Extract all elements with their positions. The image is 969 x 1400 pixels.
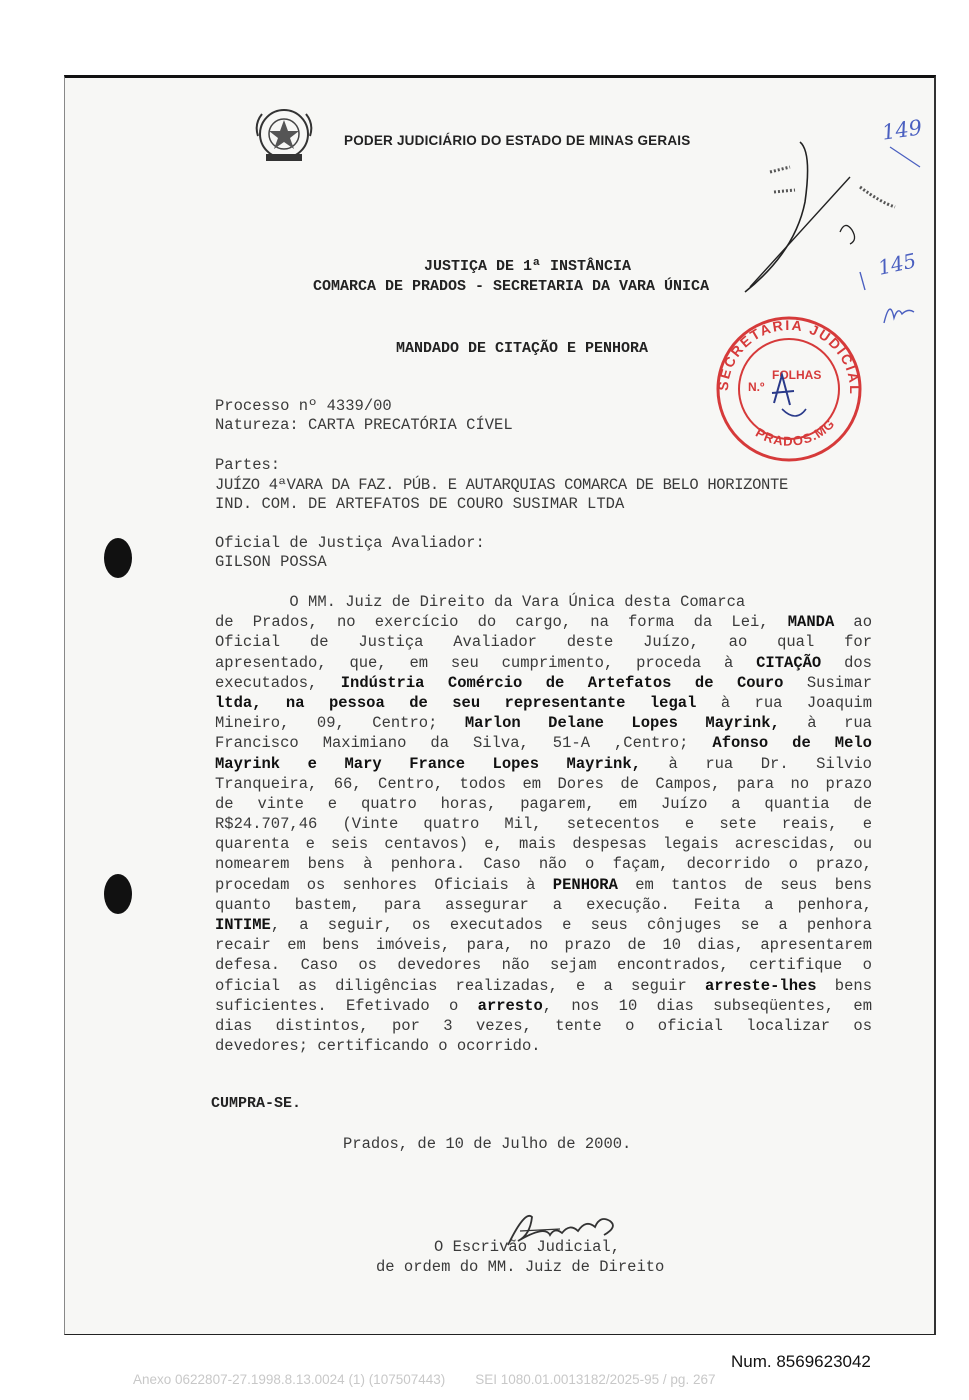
body-segment: Oficial de Justiça Avaliador deste Juízo, ao qual for bbox=[215, 633, 872, 652]
body-segment: dias distintos, por 3 vezes, tente o oficial localizar os bbox=[215, 1016, 872, 1035]
body-segment: Indústria Comércio de Artefatos de Couro bbox=[340, 673, 784, 692]
punch-hole-bottom bbox=[104, 874, 132, 914]
body-segment: recair em bens imóveis, para, no prazo de 10 dias, apresentarem bbox=[215, 936, 872, 955]
party-2: IND. COM. DE ARTEFATOS DE COURO SUSIMAR LTDA bbox=[215, 495, 625, 513]
mandado-body bbox=[215, 592, 872, 1056]
body-segment: O MM. Juiz de Direito da Vara Única desta Comarca bbox=[215, 593, 746, 611]
body-line bbox=[215, 955, 872, 975]
body-segment: Tranqueira, 66, Centro, todos em Dores de Campos, para no prazo bbox=[215, 774, 872, 793]
body-segment: de vinte e quatro horas, pagarem, em Juízo a quantia de bbox=[215, 794, 872, 813]
body-line bbox=[215, 854, 872, 874]
process-nature: Natureza: CARTA PRECATÓRIA CÍVEL bbox=[215, 416, 513, 434]
body-line bbox=[215, 976, 872, 996]
body-segment: apresentado, que, em seu cumprimento, proceda à bbox=[215, 653, 757, 672]
punch-hole-top bbox=[104, 538, 132, 578]
body-line bbox=[215, 996, 872, 1016]
body-line bbox=[215, 693, 872, 713]
body-segment: à rua Joaquim bbox=[696, 693, 872, 712]
body-segment: Mayrink e Mary France Lopes Mayrink, bbox=[215, 754, 641, 773]
body-segment: quanto bastem, para assegurar a execução. Feita a penhora, bbox=[215, 895, 872, 914]
body-segment: , a seguir, os executados e seus cônjuges se a penhora bbox=[270, 916, 872, 934]
signature-title: O Escrivão Judicial, bbox=[434, 1238, 621, 1256]
body-segment: dos bbox=[821, 653, 872, 672]
body-line bbox=[215, 1016, 872, 1036]
instance-line: JUSTIÇA DE 1ª INSTÂNCIA bbox=[424, 258, 632, 275]
body-segment: INTIME bbox=[215, 916, 271, 934]
body-line bbox=[215, 673, 872, 693]
body-line bbox=[215, 915, 872, 935]
body-segment: à rua bbox=[779, 714, 872, 733]
blue-initial-mark bbox=[880, 288, 920, 328]
officer-name: GILSON POSSA bbox=[215, 553, 327, 571]
body-segment: suficientes. Efetivado o bbox=[215, 996, 478, 1015]
body-segment: arresto bbox=[477, 996, 543, 1015]
body-segment: PENHORA bbox=[552, 875, 618, 894]
stamp-folhas: FOLHAS bbox=[772, 368, 822, 382]
document-number: Num. 8569623042 bbox=[731, 1352, 871, 1371]
body-segment: à rua Dr. Silvio bbox=[640, 754, 872, 773]
body-segment: executados, bbox=[215, 673, 341, 692]
body-segment: bens bbox=[816, 976, 872, 995]
cumpra-se: CUMPRA-SE. bbox=[211, 1095, 302, 1112]
body-segment: defesa. Caso os devedores não sejam encontrados, certifique o bbox=[215, 956, 872, 975]
body-segment: , nos 10 dias subseqüentes, em bbox=[542, 996, 873, 1015]
parties-label: Partes: bbox=[215, 456, 281, 474]
body-line bbox=[215, 754, 872, 774]
stamp-bottom-text: PRADOS.MG bbox=[753, 415, 838, 449]
process-number: Processo nº 4339/00 bbox=[215, 397, 392, 415]
handwritten-number-149: 149 bbox=[880, 115, 924, 145]
secretaria-stamp bbox=[708, 313, 870, 463]
body-segment: R$24.707,46 (Vinte quatro Mil, setecentos e sete reais, e bbox=[215, 815, 872, 834]
handwritten-number-145: 145 bbox=[875, 248, 919, 280]
body-segment: Francisco Maximiano da Silva, 51-A ,Centro; bbox=[215, 734, 713, 753]
stamp-top-text: SECRETARIA JUDICIAL bbox=[714, 316, 864, 396]
body-segment: MANDA bbox=[787, 613, 835, 632]
body-line bbox=[215, 794, 872, 814]
svg-text:PRADOS.MG bbox=[753, 416, 838, 449]
body-line bbox=[215, 875, 872, 895]
court-name: PODER JUDICIÁRIO DO ESTADO DE MINAS GERAIS bbox=[344, 133, 691, 148]
escrivao-signature bbox=[500, 1205, 630, 1255]
svg-text:SECRETARIA JUDICIAL bbox=[715, 317, 863, 396]
body-line bbox=[215, 612, 872, 632]
stamp-number-label: N.º bbox=[748, 380, 765, 394]
body-line bbox=[215, 935, 872, 955]
body-segment: arreste-lhes bbox=[704, 976, 817, 995]
body-line bbox=[215, 653, 872, 673]
officer-label: Oficial de Justiça Avaliador: bbox=[215, 534, 485, 552]
footer-reference: Anexo 0622807-27.1998.8.13.0024 (1) (107507443) SEI 1080.01.0013182/2025-95 / pg. 267 bbox=[133, 1372, 716, 1387]
signature-subtitle: de ordem do MM. Juiz de Direito bbox=[376, 1258, 665, 1276]
body-segment: ao bbox=[834, 613, 872, 632]
party-1: JUÍZO 4ªVARA DA FAZ. PÚB. E AUTARQUIAS COMARCA DE BELO HORIZONTE bbox=[215, 476, 788, 494]
body-segment: nomearem bens à penhora. Caso não o façam, decorrido o prazo, bbox=[215, 855, 872, 874]
body-segment: oficial as diligências realizadas, e a seguir bbox=[215, 976, 705, 995]
body-segment: Afonso de Melo bbox=[712, 734, 872, 753]
body-line bbox=[215, 1036, 872, 1056]
body-segment: CITAÇÃO bbox=[756, 653, 822, 672]
body-segment: procedam os senhores Oficiais à bbox=[215, 875, 553, 894]
body-line bbox=[215, 632, 872, 652]
body-line bbox=[215, 592, 872, 612]
date-line: Prados, de 10 de Julho de 2000. bbox=[343, 1135, 632, 1153]
body-segment: em tantos de seus bens bbox=[617, 875, 872, 894]
comarca-line: COMARCA DE PRADOS - SECRETARIA DA VARA ÚNICA bbox=[313, 278, 710, 295]
body-line bbox=[215, 814, 872, 834]
body-line bbox=[215, 834, 872, 854]
body-line bbox=[215, 895, 872, 915]
body-segment: de Prados, no exercício do cargo, na forma da Lei, bbox=[215, 613, 788, 632]
body-segment: quarenta e seis centavos) e, mais despesas legais acrescidas, ou bbox=[215, 835, 872, 854]
body-line bbox=[215, 713, 872, 733]
brasao-icon bbox=[252, 106, 316, 164]
document-title: MANDADO DE CITAÇÃO E PENHORA bbox=[396, 340, 649, 357]
body-segment: Mineiro, 09, Centro; bbox=[215, 714, 465, 733]
body-segment: Susimar bbox=[783, 673, 872, 692]
body-line bbox=[215, 733, 872, 753]
body-segment: Marlon Delane Lopes Mayrink, bbox=[464, 714, 780, 733]
body-segment: ltda, na pessoa de seu representante legal bbox=[215, 693, 697, 712]
body-line bbox=[215, 774, 872, 794]
body-segment: devedores; certificando o ocorrido. bbox=[215, 1037, 541, 1056]
